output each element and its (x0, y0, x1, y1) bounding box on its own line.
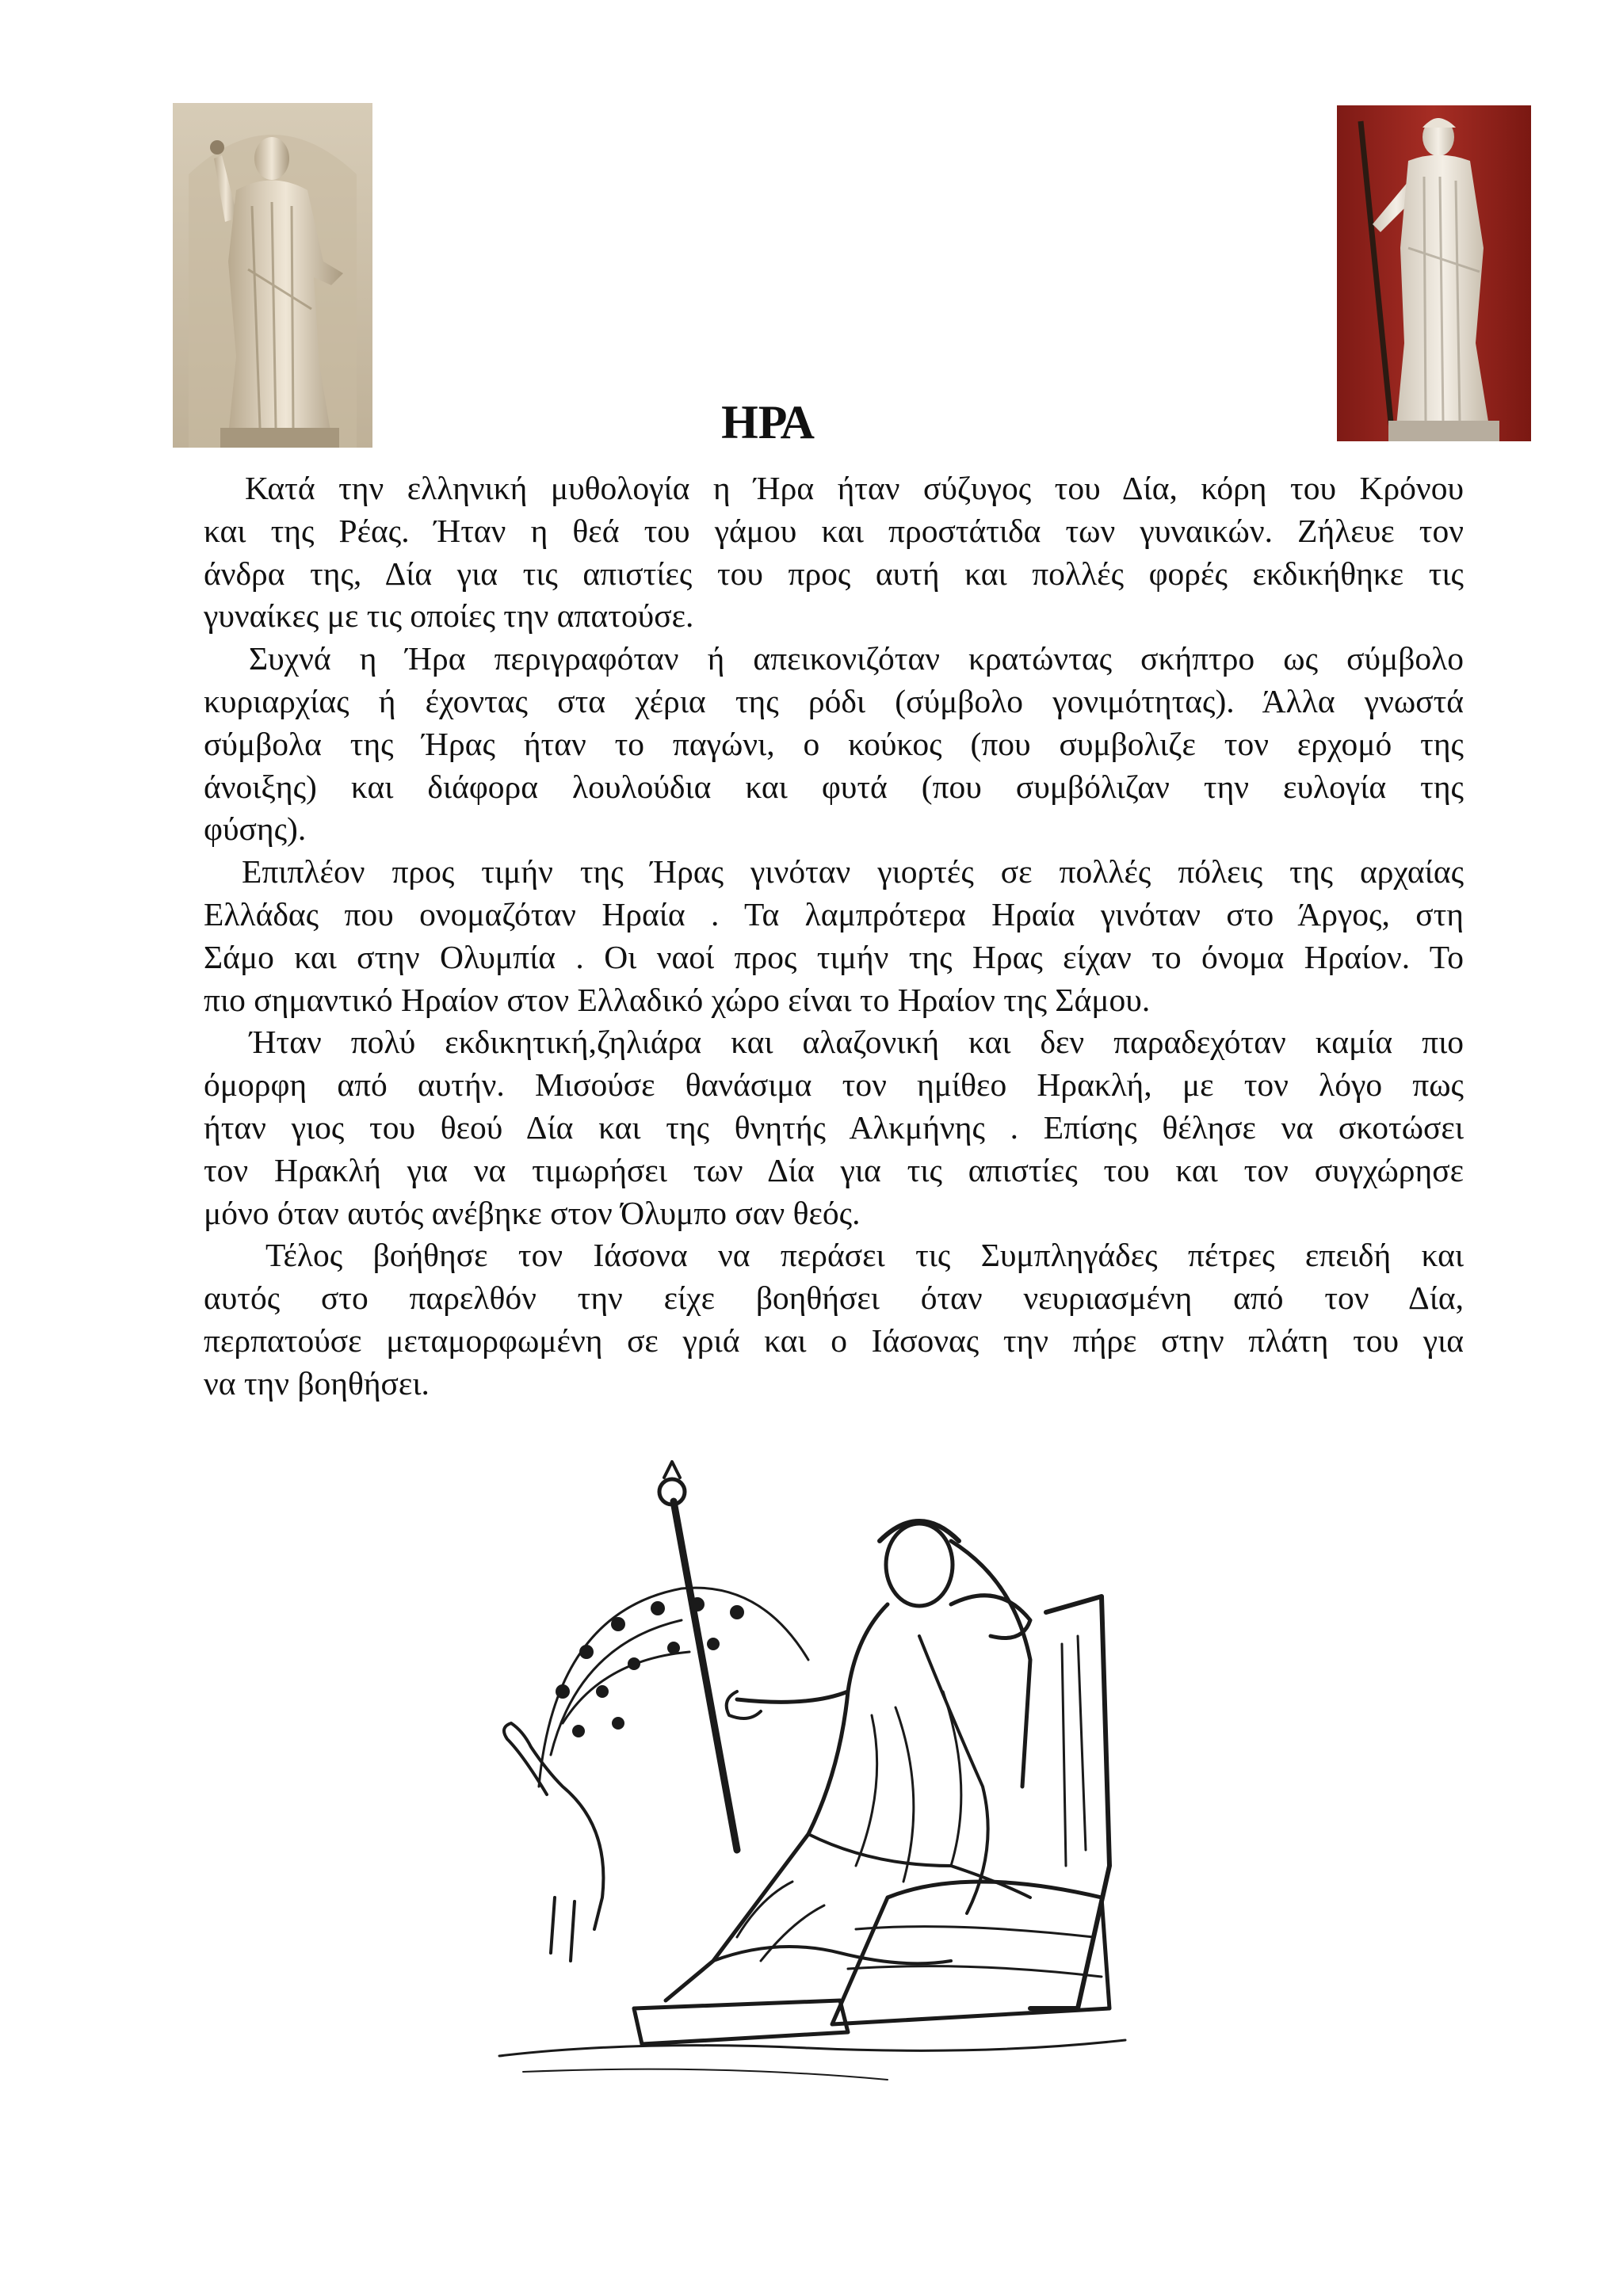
page-title (0, 394, 1623, 451)
paragraph-1 (204, 467, 1464, 638)
page-title-text: ΗΡΑ (721, 396, 815, 448)
text-line: σύμβολα της Ήρας ήταν το παγώνι, ο κούκος (που συμβολιζε τον ερχομό της (204, 725, 1464, 762)
text-line: Ελλάδας που ονομαζόταν Ηραία . Τα λαμπρότερα Ηραία γινόταν στο Άργος, στη (204, 895, 1464, 933)
article-body (204, 467, 1464, 1405)
text-line: κυριαρχίας ή έχοντας στα χέρια της ρόδι (σύμβολο γονιμότητας). Άλλα γνωστά (204, 682, 1464, 719)
text-line: φύσης). (204, 810, 307, 848)
text-line: αυτός στο παρελθόν την είχε βοηθήσει όταν νευριασμένη από τον Δία, (204, 1280, 1464, 1317)
text-line: άνοιξης) και διάφορα λουλούδια και φυτά (που συμβόλιζαν την ευλογία της (204, 768, 1464, 805)
text-line: και της Ρέας. Ήταν η θεά του γάμου και προστάτιδα των γυναικών. Ζήλευε τον (204, 512, 1464, 549)
paragraph-3 (204, 851, 1464, 1021)
text-line: Ήταν πολύ εκδικητική,ζηλιάρα και αλαζονική και δεν παραδεχόταν καμία πιο (250, 1024, 1464, 1061)
paragraph-4 (204, 1021, 1464, 1234)
hera-engraving (475, 1454, 1173, 2096)
text-line: Συχνά η Ήρα περιγραφόταν ή απεικονιζόταν κρατώντας σκήπτρο ως σύμβολο (249, 640, 1464, 677)
text-line: μόνο όταν αυτός ανέβηκε στον Όλυμπο σαν θεός. (204, 1194, 861, 1231)
text-line: τον Ηρακλή για να τιμωρήσει των Δία για τις απιστίες του και τον συγχώρησε (204, 1151, 1464, 1188)
text-line: Τέλος βοήθησε τον Ιάσονα να περάσει τις Συμπληγάδες πέτρες επειδή και (265, 1237, 1464, 1274)
text-line: πιο σημαντικό Ηραίον στον Ελλαδικό χώρο είναι το Ηραίον της Σάμου. (204, 981, 1151, 1018)
paragraph-2 (204, 638, 1464, 851)
text-line: περπατούσε μεταμορφωμένη σε γριά και ο Ιάσονας την πήρε στην πλάτη του για (204, 1322, 1464, 1359)
text-line: ήταν γιος του θεού Δία και της θνητής Αλκμήνης . Επίσης θέλησε να σκοτώσει (204, 1108, 1464, 1146)
text-line: όμορφη από αυτήν. Μισούσε θανάσιμα τον ημίθεο Ηρακλή, με τον λόγο πως (204, 1066, 1464, 1104)
text-line: Σάμο και στην Ολυμπία . Οι ναοί προς τιμήν της Ηρας είχαν το όνομα Ηραίον. Το (204, 938, 1464, 975)
text-line: να την βοηθήσει. (204, 1364, 430, 1402)
text-line: Κατά την ελληνική μυθολογία η Ήρα ήταν σύζυγος του Δία, κόρη του Κρόνου (245, 470, 1464, 506)
text-line: γυναίκες με τις οποίες την απατούσε. (204, 597, 694, 635)
statue-photo-icon (1337, 105, 1531, 441)
text-line: άνδρα της, Δία για τις απιστίες του προς αυτή και πολλές φορές εκδικήθηκε τις (204, 555, 1464, 592)
paragraph-5 (204, 1234, 1464, 1405)
statue-photo-right (1337, 105, 1531, 441)
text-line: Επιπλέον προς τιμήν της Ήρας γινόταν γιορτές σε πολλές πόλεις της αρχαίας (242, 853, 1464, 891)
hera-enthroned-engraving-icon (475, 1454, 1173, 2096)
